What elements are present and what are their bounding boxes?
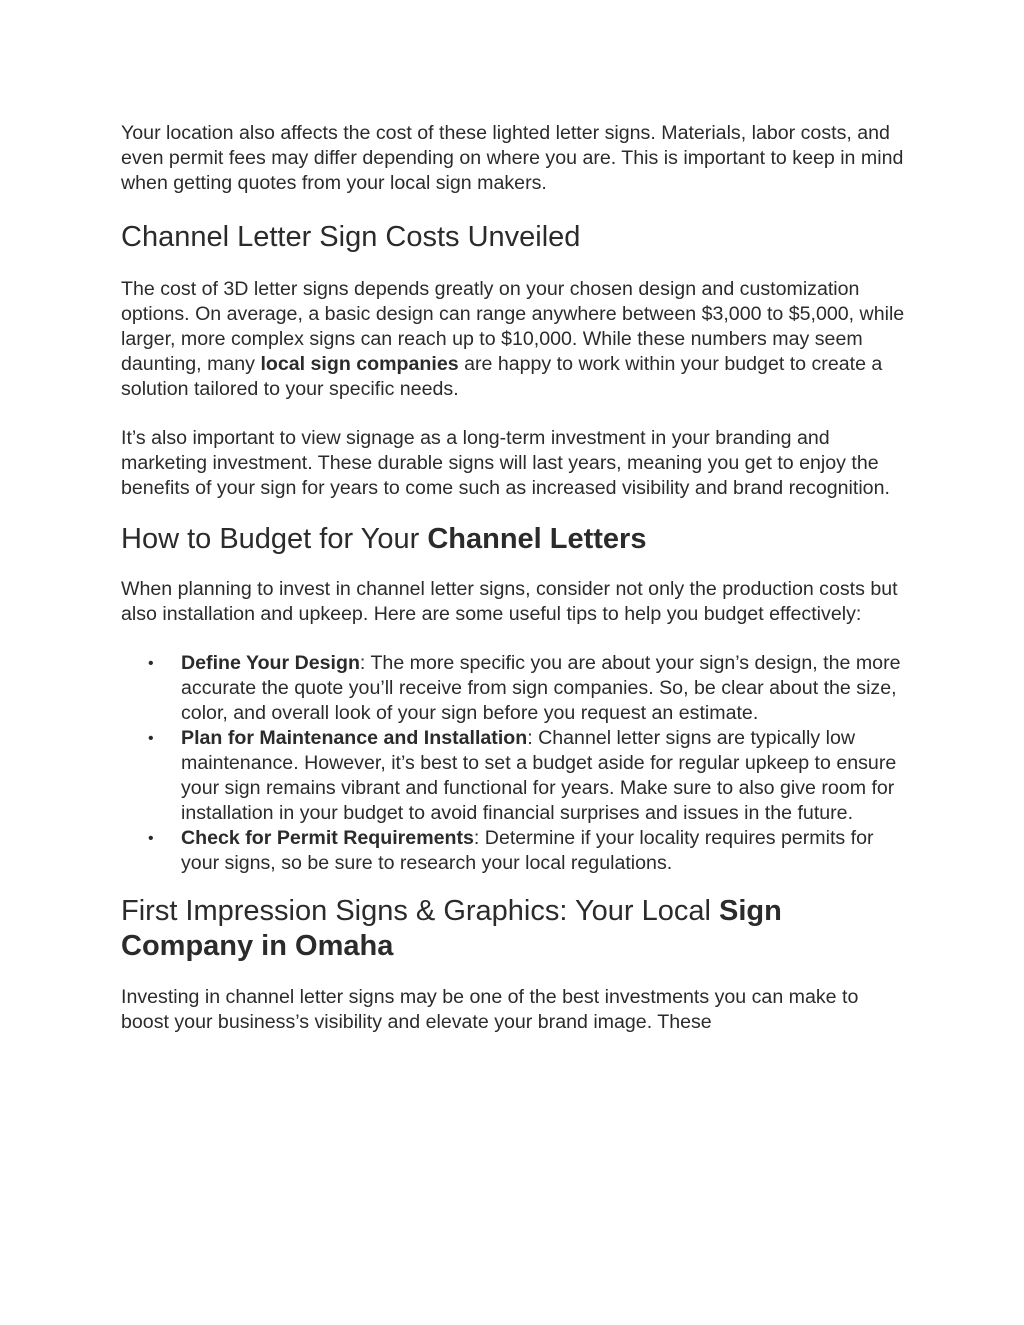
budget-heading bbox=[121, 522, 911, 557]
list-item-text: : The more specific you are about your sign’s design, the more accurate the quote you’ll receive from sign companies. So, be clear about the size, color, and overall look of your sign before you request an estimate. bbox=[181, 652, 901, 724]
bullet-icon: • bbox=[148, 830, 154, 847]
costs-paragraph-text-end: are happy to work within your budget to create a solution tailored to your specific needs. bbox=[121, 353, 883, 400]
list-item-text: : Determine if your locality requires permits for your signs, so be sure to research your local regulations. bbox=[181, 827, 874, 874]
list-item-title: Define Your Design bbox=[181, 652, 360, 674]
list-item-title: Check for Permit Requirements bbox=[181, 827, 474, 849]
list-item bbox=[148, 826, 911, 876]
list-item bbox=[148, 651, 911, 726]
company-heading-plain: First Impression Signs & Graphics: Your Local bbox=[121, 895, 719, 927]
bullet-icon: • bbox=[148, 655, 154, 672]
local-sign-companies-text: local sign companies bbox=[260, 353, 459, 375]
list-item bbox=[148, 726, 911, 826]
budget-tips-list bbox=[121, 651, 911, 876]
company-heading bbox=[121, 894, 911, 964]
list-item-title: Plan for Maintenance and Installation bbox=[181, 727, 528, 749]
company-paragraph: Investing in channel letter signs may be one of the best investments you can make to boost your business’s visibility and elevate your brand image. These bbox=[121, 986, 859, 1033]
budget-heading-plain: How to Budget for Your bbox=[121, 523, 428, 555]
costs-paragraph-text-start: The cost of 3D letter signs depends greatly on your chosen design and customization options. On average, a basic design can range anywhere between $3,000 to $5,000, while larger, more complex signs can reach up to $10,000. While these numbers may seem daunting, many bbox=[121, 278, 905, 375]
budget-intro-paragraph: When planning to invest in channel letter signs, consider not only the production costs but also installation and upkeep. Here are some useful tips to help you budget effectively: bbox=[121, 578, 898, 625]
intro-paragraph: Your location also affects the cost of these lighted letter signs. Materials, labor costs, and even permit fees may differ depending on where you are. This is important to keep in mind when getting quotes from your local sign makers. bbox=[121, 122, 904, 194]
costs-paragraph bbox=[121, 277, 911, 402]
costs-heading: Channel Letter Sign Costs Unveiled bbox=[121, 221, 581, 253]
bullet-icon: • bbox=[148, 730, 154, 747]
company-heading-bold: Sign Company in Omaha bbox=[121, 895, 782, 962]
document-page bbox=[121, 121, 911, 1035]
list-item-text: : Channel letter signs are typically low maintenance. However, it’s best to set a budget aside for regular upkeep to ensure your sign remains vibrant and functional for years. Make sure to also give room for installation in your budget to avoid financial surprises and issues in the future. bbox=[181, 727, 897, 824]
investment-paragraph: It’s also important to view signage as a long-term investment in your branding and marketing investment. These durable signs will last years, meaning you get to enjoy the benefits of your sign for years to come such as increased visibility and brand recognition. bbox=[121, 427, 890, 499]
budget-heading-bold: Channel Letters bbox=[427, 523, 647, 555]
